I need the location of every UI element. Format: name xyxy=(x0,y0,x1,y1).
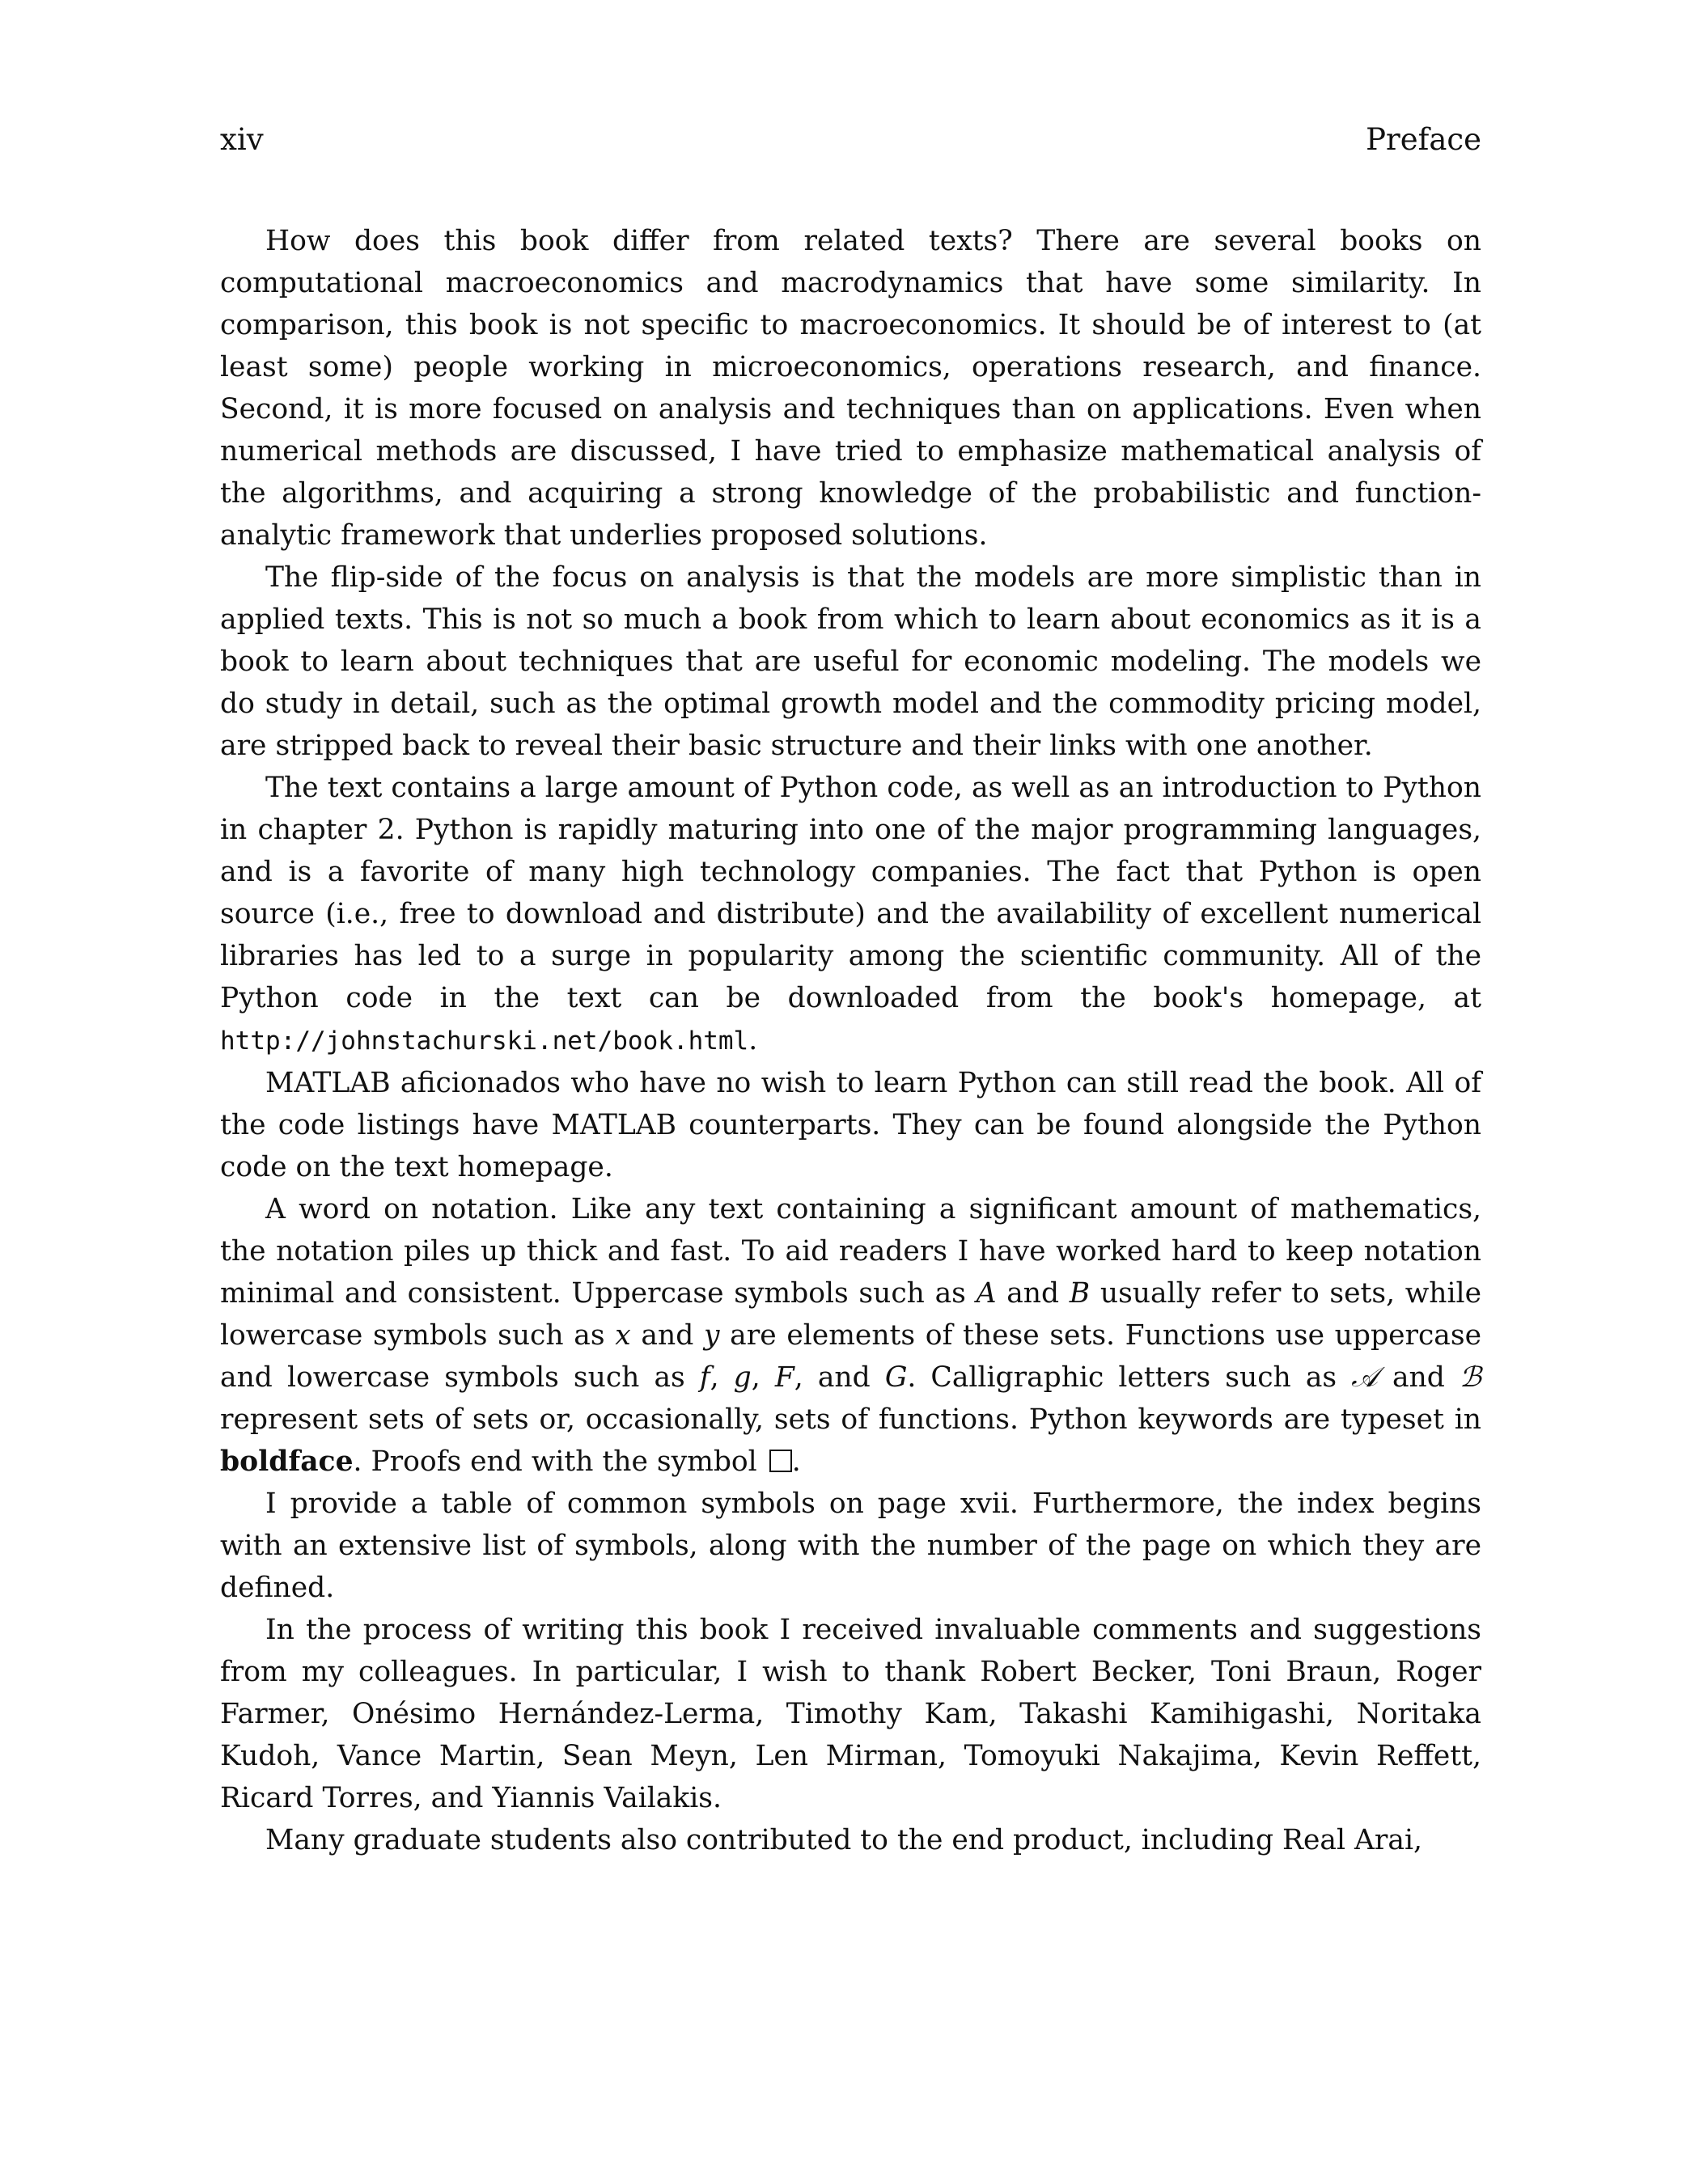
page-header xyxy=(220,120,1481,160)
notation-comma-2: , xyxy=(751,1361,761,1394)
paragraph-graduate-students: Many graduate students also contributed to the end product, including Real Arai, xyxy=(265,1824,1422,1856)
paragraph-python-text: The text contains a large amount of Python code, as well as an introduction to Python in chapter 2. Python is rapidly maturing into one of the major programming languages, and is a favorite of many high technology companies. The fact that Python is open source (i.e., free to download and distribute) and the availability of excellent numerical libraries has led to a surge in popularity among the scientific community. All of the Python code in the text can be downloaded from the book's homepage, at xyxy=(220,772,1481,1014)
symbol-script-B: ℬ xyxy=(1459,1361,1482,1394)
paragraph-matlab: MATLAB aficionados who have no wish to learn Python can still read the book. All of the code listings have MATLAB counterparts. They can be found alongside the Python code on the text homepage. xyxy=(220,1067,1481,1183)
link-trailing-period: . xyxy=(748,1024,758,1056)
symbol-script-A: 𝒜 xyxy=(1351,1361,1378,1394)
symbol-A: A xyxy=(976,1277,997,1310)
symbol-B: B xyxy=(1069,1277,1091,1310)
notation-text-11: . xyxy=(791,1445,801,1478)
symbol-G: G xyxy=(884,1361,908,1394)
notation-text-1: A word on notation. Like any text containing a significant amount of mathematics, the notation piles up thick and fast. To aid readers I have worked hard to keep notation minimal and consistent. Uppercase symbols such as xyxy=(220,1193,1481,1310)
notation-text-9: represent sets of sets or, occasionally, sets of functions. Python keywords are typeset in xyxy=(220,1403,1481,1436)
paragraph-symbols-table: I provide a table of common symbols on page xvii. Furthermore, the index begins with an extensive list of symbols, along with the number of the page on which they are defined. xyxy=(220,1488,1481,1604)
notation-text-10: . Proofs end with the symbol xyxy=(353,1445,757,1478)
paragraph-related-texts: How does this book differ from related texts? There are several books on computational macroeconomics and macrodynamics that have some similarity. In comparison, this book is not specific to macroeconomics. It should be of interest to (at least some) people working in microeconomics, operations research, and finance. Second, it is more focused on analysis and techniques than on applications. Even when numerical methods are discussed, I have tried to emphasize mathematical analysis of the algorithms, and acquiring a strong knowledge of the probabilistic and function-analytic framework that underlies proposed solutions. xyxy=(220,225,1481,552)
notation-text-5: are elements of these sets. Functions use uppercase and lowercase symbols such as xyxy=(220,1319,1481,1394)
notation-text-8: and xyxy=(1392,1361,1445,1394)
symbol-g: g xyxy=(733,1361,752,1394)
symbol-F: F xyxy=(774,1361,794,1394)
running-head: Preface xyxy=(1366,122,1481,157)
paragraph-acknowledgements: In the process of writing this book I received invaluable comments and suggestions from my colleagues. In particular, I wish to thank Robert Becker, Toni Braun, Roger Farmer, Onésimo Hernández-Lerma, Timothy Kam, Takashi Kamihigashi, Noritaka Kudoh, Vance Martin, Sean Meyn, Len Mirman, Tomoyuki Nakajima, Kevin Reffett, Ricard Torres, and Yiannis Vailakis. xyxy=(220,1614,1481,1814)
paragraph-notation xyxy=(220,1188,1481,1483)
notation-comma-1: , xyxy=(710,1361,719,1394)
symbol-x: x xyxy=(615,1319,631,1352)
symbol-f: f xyxy=(699,1361,710,1394)
boldface-word: boldface xyxy=(220,1445,354,1478)
paragraph-python-code xyxy=(220,767,1481,1062)
paragraph-focus-on-analysis: The flip-side of the focus on analysis is that the models are more simplistic than in applied texts. This is not so much a book from which to learn about economics as it is a book to learn about techniques that are useful for economic modeling. The models we do study in detail, such as the optimal growth model and the commodity pricing model, are stripped back to reveal their basic structure and their links with one another. xyxy=(220,561,1481,762)
book-homepage-link[interactable]: http://johnstachurski.net/book.html xyxy=(220,1026,749,1056)
notation-text-3: usually refer to sets, while lowercase symbols such as xyxy=(220,1277,1482,1352)
body-text xyxy=(220,220,1481,1861)
qed-box-icon xyxy=(769,1450,792,1472)
page-number: xiv xyxy=(220,122,264,157)
notation-text-7: . Calligraphic letters such as xyxy=(907,1361,1337,1394)
symbol-y: y xyxy=(703,1319,720,1352)
notation-text-4: and xyxy=(641,1319,694,1352)
notation-text-2: and xyxy=(1006,1277,1060,1310)
notation-text-6: , and xyxy=(794,1361,871,1394)
